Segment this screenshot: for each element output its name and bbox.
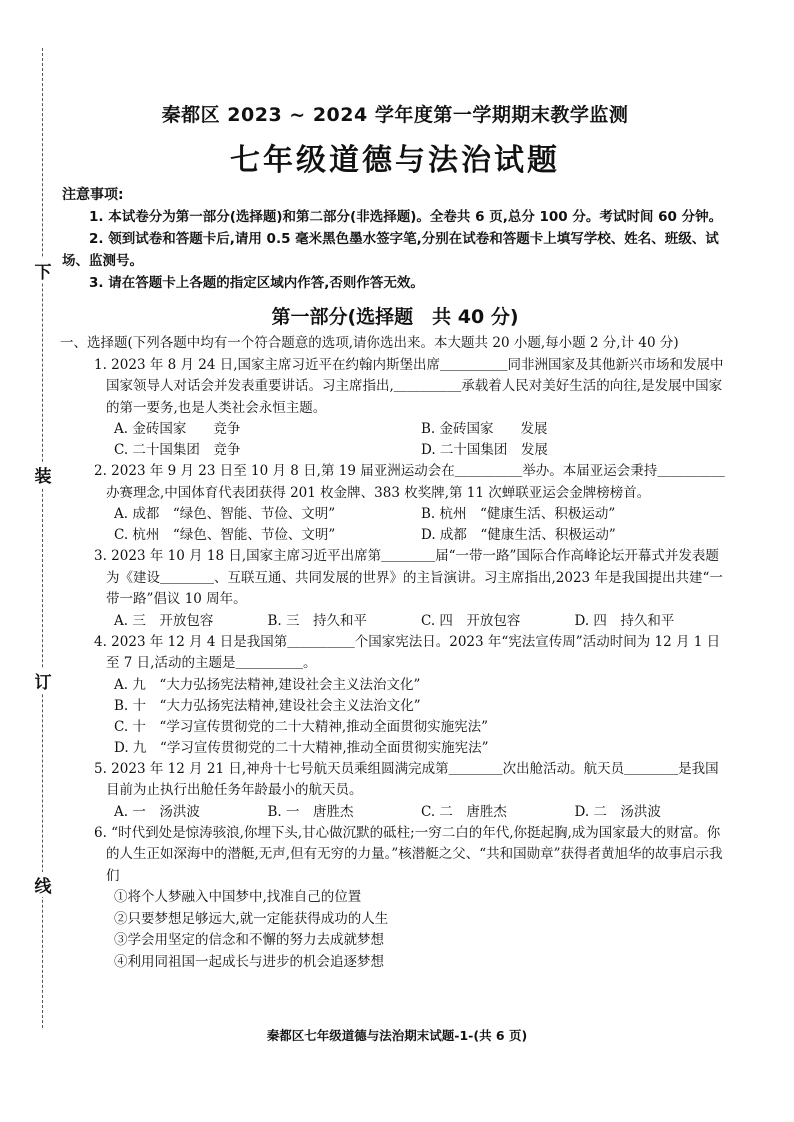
answer-option: D. 二 汤洪波: [574, 803, 661, 820]
answer-option: D. 四 持久和平: [574, 612, 675, 629]
answer-option: D. 二十国集团 发展: [421, 442, 548, 458]
answer-option: A. 九 “大力弘扬宪法精神,建设社会主义法治文化”: [114, 676, 421, 693]
binding-char-ding: 订: [33, 668, 53, 693]
section-heading: 一、选择题(下列各题中均有一个符合题意的选项,请你选出来。本大题共 20 小题,每小题 2 分,计 40 分): [60, 335, 679, 351]
page-footer: 秦都区七年级道德与法治期末试题-1-(共 6 页): [266, 1028, 528, 1043]
question-block: [62, 823, 728, 974]
answer-option: D. 成都 “健康生活、积极运动”: [421, 527, 616, 543]
notice-block: [62, 185, 728, 294]
answer-option: A. 一 汤洪波: [114, 803, 200, 820]
notice-item: 1. 本试卷分为第一部分(选择题)和第二部分(非选择题)。全卷共 6 页,总分 100 分。考试时间 60 分钟。: [89, 209, 723, 225]
answer-option: B. 三 持久和平: [267, 612, 368, 629]
answer-option: C. 二十国集团 竞争: [114, 442, 241, 458]
answer-option: C. 四 开放包容: [421, 612, 521, 629]
option-list: [62, 504, 728, 546]
notice-item: 3. 请在答题卡上各题的指定区域内作答,否则作答无效。: [89, 275, 424, 291]
question-block: [62, 355, 728, 462]
question-stem: 2. 2023 年 9 月 23 日至 10 月 8 日,第 19 届亚洲运动会在＿＿＿＿＿举办。本届亚运会秉持＿＿＿＿＿办赛理念,中国体育代表团获得 201 枚金牌、383 枚奖牌,第 11 次蝉联亚运会金牌榜榜首。: [94, 463, 725, 501]
answer-option: C. 二 唐胜杰: [421, 803, 507, 820]
binding-char-xian: 线: [33, 872, 53, 897]
answer-option: D. 九 “学习宣传贯彻党的二十大精神,推动全面贯彻实施宪法”: [114, 739, 489, 756]
binding-char-xia: 下: [33, 258, 53, 283]
question-block: [62, 759, 728, 823]
answer-option: B. 杭州 “健康生活、积极运动”: [421, 506, 616, 522]
answer-option: A. 金砖国家 竞争: [114, 421, 241, 437]
question-stem: 1. 2023 年 8 月 24 日,国家主席习近平在约翰内斯堡出席＿＿＿＿＿同非洲国家及其他新兴市场和发展中国家领导人对话会并发表重要讲话。习主席指出,＿＿＿＿＿承载着人民对美好生活的向往,是发展中国家的第一要务,也是人类社会永恒主题。: [94, 356, 724, 416]
option-list: [62, 419, 728, 461]
notice-item: 2. 领到试卷和答题卡后,请用 0.5 毫米黑色墨水签字笔,分别在试卷和答题卡上填写学校、姓名、班级、试场、监测号。: [62, 231, 719, 269]
statement-item: ③学会用坚定的信念和不懈的努力去成就梦想: [114, 932, 384, 948]
question-stem: 4. 2023 年 12 月 4 日是我国第＿＿＿＿＿个国家宪法日。2023 年“宪法宣传周”活动时间为 12 月 1 日至 7 日,活动的主题是＿＿＿＿＿。: [94, 633, 721, 671]
binding-char-zhuang: 装: [33, 462, 53, 487]
answer-option: B. 一 唐胜杰: [267, 803, 354, 820]
question-block: [62, 461, 728, 546]
answer-option: C. 十 “学习宣传贯彻党的二十大精神,推动全面贯彻实施宪法”: [114, 718, 489, 735]
statement-list: [62, 887, 728, 973]
exam-title: 秦都区 2023 ~ 2024 学年度第一学期期末教学监测: [161, 104, 629, 126]
answer-option: A. 三 开放包容: [114, 612, 214, 629]
option-list: [62, 611, 728, 632]
part-title: 第一部分(选择题 共 40 分): [271, 306, 519, 328]
notice-heading: 注意事项:: [62, 187, 124, 203]
question-list: [62, 355, 728, 974]
question-stem: 6. “时代到处是惊涛骇浪,你埋下头,甘心做沉默的砥柱;一穷二白的年代,你挺起胸,成为国家最大的财富。你的人生正如深海中的潜艇,无声,但有无穷的力量。”核潜艇之父、“共和国勋章”获得者黄旭华的故事启示我们: [94, 824, 723, 884]
option-list: [62, 675, 728, 759]
option-list: [62, 802, 728, 823]
question-stem: 5. 2023 年 12 月 21 日,神舟十七号航天员乘组圆满完成第＿＿＿＿次出舱活动。航天员＿＿＿＿是我国目前为止执行出舱任务年龄最小的航天员。: [94, 760, 719, 798]
statement-item: ②只要梦想足够远大,就一定能获得成功的人生: [114, 910, 389, 927]
question-stem: 3. 2023 年 10 月 18 日,国家主席习近平出席第＿＿＿＿届“一带一路”国际合作高峰论坛开幕式并发表题为《建设＿＿＿＿、互联互通、共同发展的世界》的主旨演讲。习主席指出,2023 年是我国提出共建“一带一路”倡议 10 周年。: [94, 548, 723, 607]
answer-option: A. 成都 “绿色、智能、节俭、文明”: [114, 506, 336, 522]
question-block: [62, 546, 728, 632]
exam-page: [62, 100, 728, 973]
answer-option: B. 十 “大力弘扬宪法精神,建设社会主义法治文化”: [114, 697, 421, 714]
exam-subtitle: 七年级道德与法治试题: [230, 143, 560, 178]
answer-option: B. 金砖国家 发展: [421, 421, 548, 437]
question-block: [62, 632, 728, 759]
statement-item: ④利用同祖国一起成长与进步的机会追逐梦想: [114, 953, 384, 970]
answer-option: C. 杭州 “绿色、智能、节俭、文明”: [114, 527, 336, 543]
statement-item: ①将个人梦融入中国梦中,找准自己的位置: [114, 889, 362, 905]
